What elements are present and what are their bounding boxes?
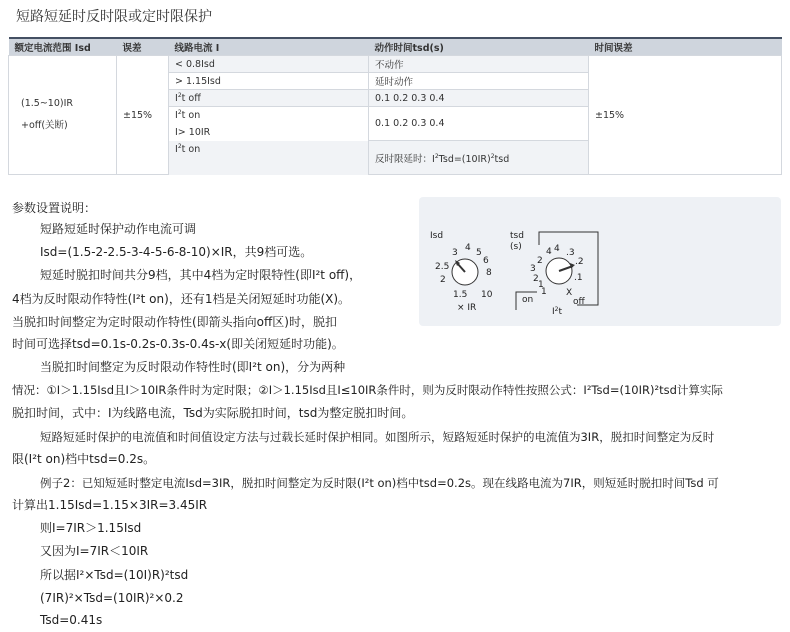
cell-action: 反时限延时：$I^2Tsd=(10IR)^2tsd$ [369,141,589,175]
isd-mark-8: 8 [486,268,492,278]
isd-mark-10: 10 [481,290,493,300]
header-time-error: 时间误差 [589,38,782,56]
body-line: Isd=(1.5-2-2.5-3-4-5-6-8-10)×IR，共9档可选。 [40,245,313,259]
body-line: 当脱扣时间整定为反时限动作特性时(即I²t on)，分为两种 [40,360,346,374]
body-line: 计算出1.15Isd=1.15×3IR=3.45IR [12,498,208,512]
isd-mark-2: 2 [440,275,446,285]
header-isd: 额定电流范围 Isd [9,38,117,56]
isd-label: Isd [430,231,444,241]
cell-action: 不动作 [369,56,589,73]
cell-range [9,56,117,175]
tsd-mark-inner-4: 4 [546,247,552,257]
body-line: 时间可选择tsd=0.1s-0.2s-0.3s-0.4s-x(即关闭短延时功能)。 [12,337,344,351]
isd-mark-3: 3 [452,248,458,258]
tsd-unit: (s) [510,242,522,252]
cell-action: 延时动作 [369,73,589,90]
range-value: (1.5~10)IR [21,98,73,109]
isd-mark-5: 5 [476,248,482,258]
body-line: 当脱扣时间整定为定时限动作特性(即箭头指向off区)时，脱扣 [12,315,337,329]
body-line: (7IR)²×Tsd=(10IR)²×0.2 [40,591,184,605]
cell-current: $I^2t$ off [169,90,369,107]
cell-current: > 1.15Isd [169,73,369,90]
x-label: X [566,288,573,298]
tsd-mark-inner-3: 3 [530,264,536,274]
body-line: 又因为I=7IR＜10IR [40,544,149,558]
range-off: +off(关断) [21,120,68,131]
cell-error: ±15% [117,56,169,175]
cell-time-error: ±15% [589,56,782,175]
isd-mark-2-5: 2.5 [435,262,450,272]
body-line: 脱扣时间，式中：I为线路电流，Tsd为实际脱扣时间，tsd为整定脱扣时间。 [12,406,414,420]
tsd-mark-inner-2b: 2 [533,274,539,284]
cell-current: < 0.8Isd [169,56,369,73]
dial-diagram [419,197,781,326]
tsd-mark-inner-2: 2 [537,256,543,266]
tsd-mark-4: 4 [554,244,560,254]
isd-unit: × IR [457,303,477,313]
tsd-mark-2: .2 [575,257,584,267]
tsd-mark-1: .1 [574,273,583,283]
body-line: 所以据I²×Tsd=(10I)R)²tsd [40,568,189,582]
isd-mark-1-5: 1.5 [453,290,468,300]
cell-current: $I^2t$ on [169,107,369,124]
cell-current-sub [169,158,369,175]
body-line: 4档为反时限动作特性(I²t on)，还有1档是关闭短延时功能(X)。 [12,292,351,306]
body-line: 则I=7IR＞1.15Isd [40,521,142,535]
header-current: 线路电流 I [169,38,369,56]
body-line: 短路短延时保护的电流值和时间值设定方法与过载长延时保护相同。如图所示，短路短延时保护的电流值为3IR，脱扣时间整定为反时 [40,430,715,444]
page-title: 短路短延时反时限或定时限保护 [16,9,212,25]
off-label: off [573,297,585,307]
body-line: 情况：①I＞1.15Isd且I＞10IR条件时为定时限；②I＞1.15Isd且I≤10IR条件时，则为反时限动作特性按照公式：I²Tsd=(10IR)²tsd计算实际 [12,383,723,397]
cell-current-sub: I> 10IR [169,124,369,141]
tsd-mark-3: .3 [566,248,575,258]
tsd-mark-inner-1b: 1 [538,280,544,290]
header-action-time: 动作时间tsd(s) [369,38,589,56]
body-line: Tsd=0.41s [40,613,103,627]
body-line: 限(I²t on)档中tsd=0.2s。 [12,452,156,466]
header-error: 误差 [117,38,169,56]
on-label: on [522,295,534,305]
cell-current: $I^2t$ on [169,141,369,158]
cell-action: 0.1 0.2 0.3 0.4 [369,107,589,141]
isd-mark-6: 6 [483,256,489,266]
body-line: 例子2：已知短延时整定电流Isd=3IR，脱扣时间整定为反时限(I²t on)档中tsd=0.2s。现在线路电流为7IR，则短延时脱扣时间Tsd 可 [40,476,719,490]
body-line: 短延时脱扣时间共分9档，其中4档为定时限特性(即I²t off)， [40,268,362,282]
tsd-mark-inner-1: 1 [541,287,547,297]
table-header-row [9,38,782,56]
cell-action: 0.1 0.2 0.3 0.4 [369,90,589,107]
body-line: 短路短延时保护动作电流可调 [40,222,197,236]
isd-mark-4: 4 [465,243,471,253]
spec-table [8,37,782,175]
dial-svg [419,197,781,326]
table-row [9,56,782,73]
tsd-label: tsd [510,231,524,241]
param-heading: 参数设置说明： [12,201,97,215]
i2t-label: $I^2t$ [552,305,563,317]
